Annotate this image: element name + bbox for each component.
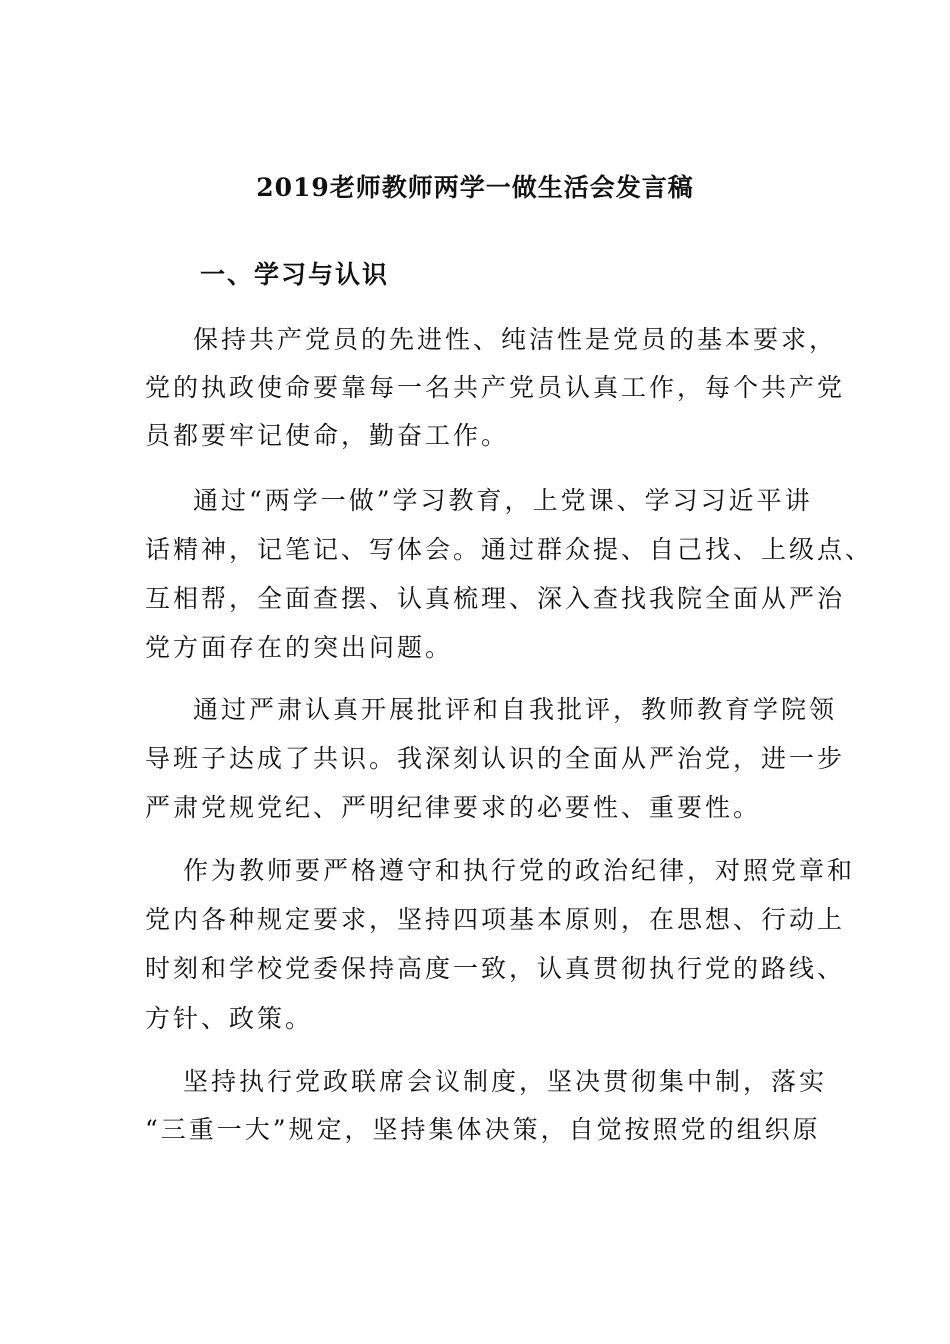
paragraph-line: 党的执政使命要靠每一名共产党员认真工作，每个共产党	[145, 373, 846, 402]
paragraph-line: “三重一大”规定，坚持集体决策，自觉按照党的组织原	[145, 1115, 821, 1144]
document-title: 2019老师教师两学一做生活会发言稿	[256, 173, 694, 202]
paragraph-line: 导班子达成了共识。我深刻认识的全面从严治党，进一步	[145, 744, 846, 773]
paragraph-line: 时刻和学校党委保持高度一致，认真贯彻执行党的路线、	[145, 954, 846, 983]
paragraph-line: 方针、政策。	[145, 1004, 314, 1033]
paragraph-line: 坚持执行党政联席会议制度，坚决贯彻集中制，落实	[183, 1067, 828, 1096]
paragraph-line: 互相帮，全面查摆、认真梳理、深入查找我院全面从严治	[145, 584, 846, 613]
paragraph-line: 员都要牢记使命，勤奋工作。	[145, 421, 510, 450]
paragraph-line: 党方面存在的突出问题。	[145, 633, 454, 662]
paragraph-line: 保持共产党员的先进性、纯洁性是党员的基本要求，	[193, 325, 838, 354]
section-heading: 一、学习与认识	[200, 260, 390, 289]
paragraph-line: 话精神，记笔记、写体会。通过群众提、自己找、上级点、	[145, 535, 874, 564]
paragraph-line: 党内各种规定要求，坚持四项基本原则，在思想、行动上	[145, 905, 846, 934]
paragraph-line: 通过“两学一做”学习教育，上党课、学习习近平讲	[193, 486, 813, 515]
paragraph-line: 作为教师要严格遵守和执行党的政治纪律，对照党章和	[183, 856, 856, 885]
paragraph-line: 通过严肃认真开展批评和自我批评，教师教育学院领	[193, 695, 838, 724]
paragraph-line: 严肃党规党纪、严明纪律要求的必要性、重要性。	[145, 793, 762, 822]
